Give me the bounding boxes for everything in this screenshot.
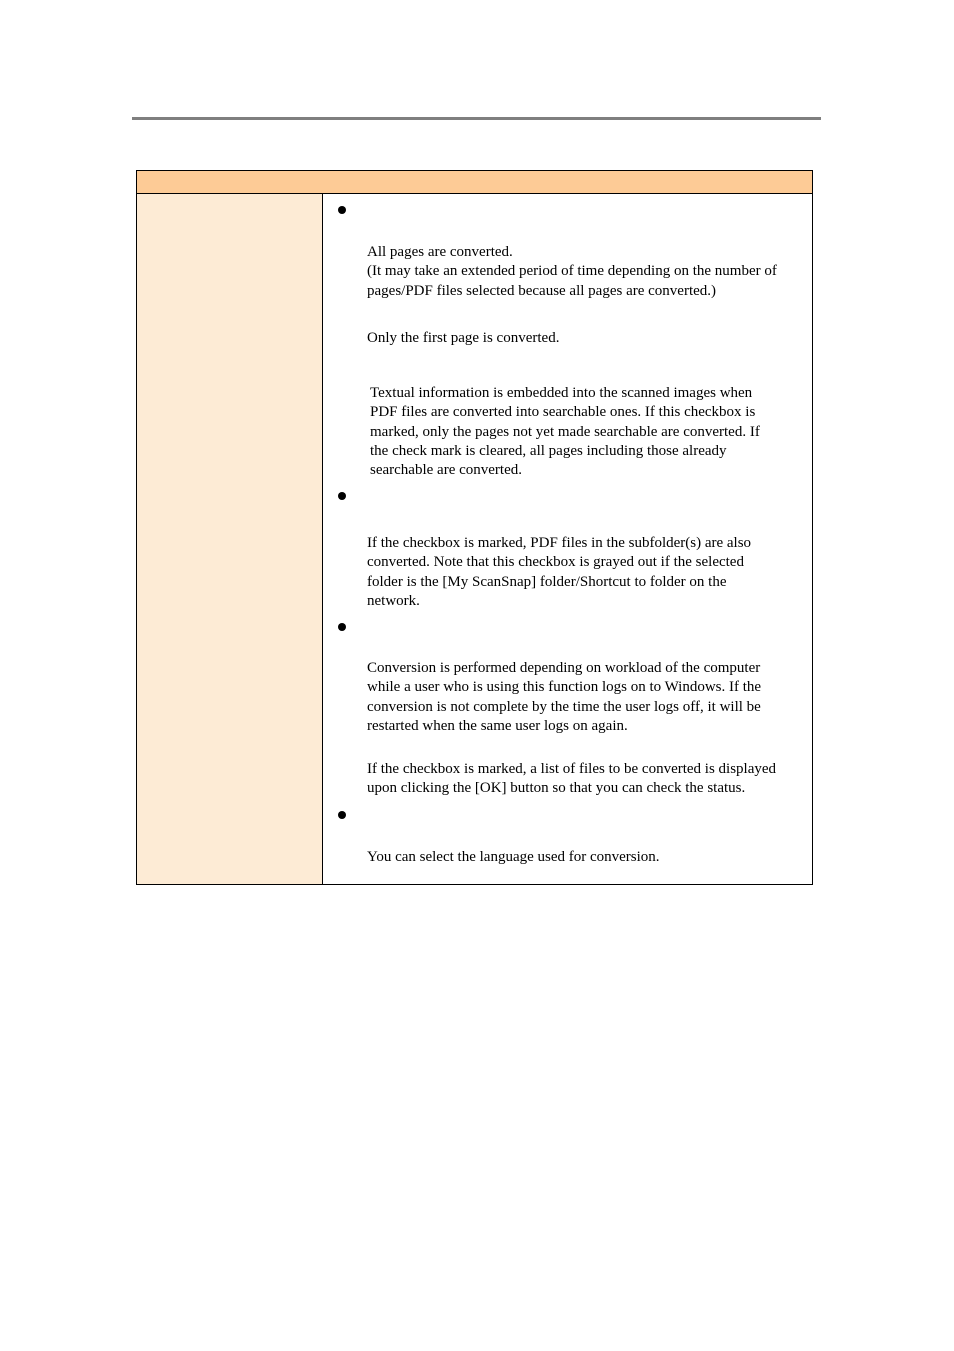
- table-header-row: [137, 171, 812, 194]
- paragraph-language: You can select the language used for conversion.: [367, 849, 660, 865]
- paragraph-first-page: Only the first page is converted.: [367, 330, 560, 346]
- bullet-subfolders: [338, 492, 346, 500]
- item-column-cell: [137, 194, 323, 884]
- paragraph-workload: Conversion is performed depending on workload of the computer while a user who is using this function logs on to Windows. If the conversion is not complete by the time the user logs off, it will be restarted when the same user logs on again.: [367, 660, 762, 734]
- header-rule: [132, 117, 821, 120]
- paragraph-file-list: If the checkbox is marked, a list of files to be converted is displayed upon clicking the [OK] button so that you can check the status.: [367, 761, 777, 797]
- settings-table: [136, 170, 813, 885]
- paragraph-all-pages: All pages are converted. (It may take an extended period of time depending on the number of pages/PDF files selected because all pages are converted.): [367, 244, 777, 299]
- bullet-conversion-timing: [338, 623, 346, 631]
- paragraph-subfolders: If the checkbox is marked, PDF files in the subfolder(s) are also converted. Note that this checkbox is grayed out if the selected folder is the [My ScanSnap] folder/Shortcut to folder on the network.: [367, 535, 752, 609]
- paragraph-textual-info: Textual information is embedded into the scanned images when PDF files are converted into searchable ones. If this checkbox is marked, only the pages not yet made searchable are converted. If the check mark is cleared, all pages including those already searchable are converted.: [370, 385, 760, 479]
- bullet-target-pages: [338, 206, 346, 214]
- bullet-language: [338, 811, 346, 819]
